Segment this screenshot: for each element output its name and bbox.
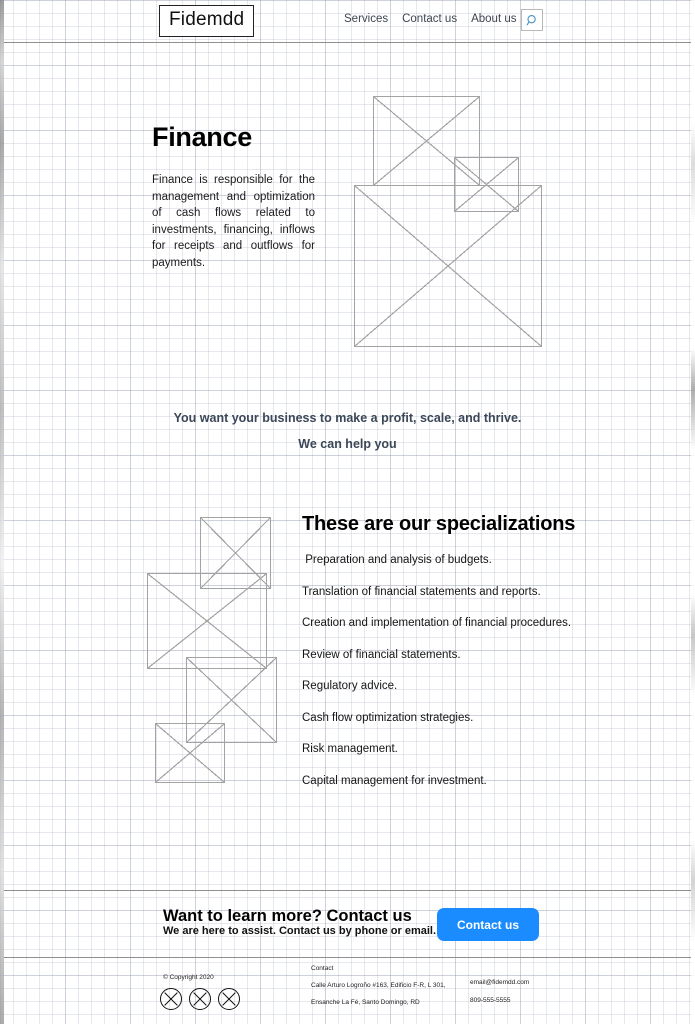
primary-nav [344, 13, 517, 25]
footer-email[interactable]: email@fidemdd.com [470, 979, 530, 986]
social-icon-3[interactable] [218, 988, 240, 1010]
footer-address-line-1: Calle Arturo Logroño #163, Edificio F-R, L 301, [311, 982, 446, 989]
cta-title: Want to learn more? Contact us [163, 907, 412, 925]
search-button[interactable] [521, 9, 543, 31]
social-icon-2[interactable] [189, 988, 211, 1010]
list-item: Translation of financial statements and reports. [302, 585, 541, 598]
hero-description: Finance is responsible for the management and optimization of cash flows related to investments, financing, inflows for receipts and outflows for payments. [152, 174, 315, 269]
spec-image-4 [155, 723, 225, 783]
site-header [4, 0, 691, 42]
nav-item-services[interactable]: Services [344, 13, 389, 25]
social-links [160, 988, 240, 1010]
pitch-line-2: We can help you [298, 437, 397, 451]
list-item: Creation and implementation of financial procedures. [302, 617, 572, 629]
page-title: Finance [152, 122, 252, 152]
nav-item-contact-us[interactable]: Contact us [402, 13, 458, 25]
list-item: Cash flow optimization strategies. [302, 711, 474, 724]
right-scrollbar-rail[interactable] [691, 0, 695, 1024]
specializations-list [302, 552, 602, 804]
contact-us-button[interactable]: Contact us [437, 908, 539, 941]
header-divider [4, 42, 691, 43]
list-item: Regulatory advice. [302, 680, 398, 692]
specializations-title: These are our specializations [302, 513, 576, 535]
nav-item-about-us[interactable]: About us [471, 13, 517, 25]
brand-logo[interactable]: Fidemdd [159, 5, 254, 37]
footer-phone[interactable]: 809-555-5555 [470, 997, 511, 1004]
list-item: Review of financial statements. [302, 648, 461, 661]
list-item: Risk management. [302, 743, 398, 755]
footer-address-line-2: Ensanche La Fé, Santo Domingo, RD [311, 999, 420, 1006]
spec-image-2 [147, 573, 267, 669]
hero-image-main [354, 185, 542, 347]
social-icon-1[interactable] [160, 988, 182, 1010]
footer-top-divider [4, 957, 691, 958]
footer-reach-column [470, 979, 529, 1015]
cta-top-divider [4, 890, 691, 891]
pitch-line-1: You want your business to make a profit, scale, and thrive. [173, 411, 522, 425]
footer-contact-column [311, 965, 446, 1016]
list-item: Capital management for investment. [302, 774, 487, 787]
cta-subtitle: We are here to assist. Contact us by phone or email. [163, 925, 437, 937]
copyright-text: © Copyright 2020 [163, 974, 214, 981]
search-icon [526, 14, 539, 27]
left-ruler-rail[interactable] [0, 0, 4, 1024]
list-item: Preparation and analysis of budgets. [302, 554, 492, 566]
footer-contact-heading: Contact [311, 965, 334, 972]
